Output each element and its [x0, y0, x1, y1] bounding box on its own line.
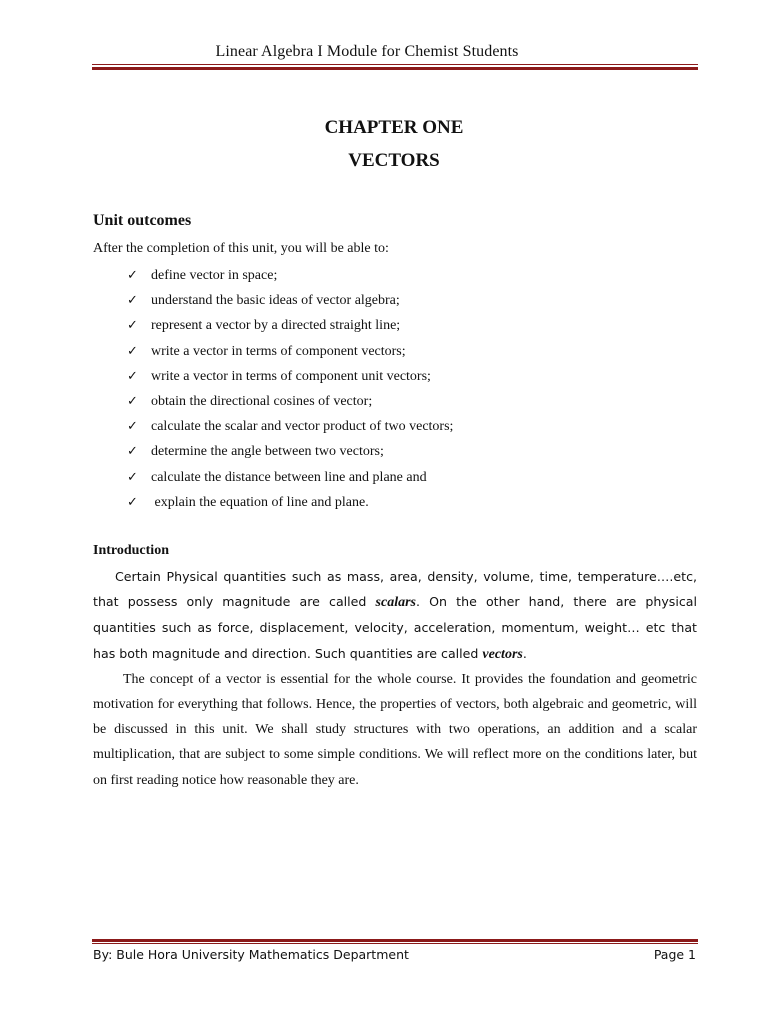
footer-department: By: Bule Hora University Mathematics Department [93, 947, 409, 962]
chapter-subtitle-text: VECTORS [348, 150, 440, 171]
checkmark-icon: ✓ [127, 393, 138, 409]
running-header-text: Linear Algebra I Module for Chemist Students [215, 43, 519, 60]
chapter-title-text: CHAPTER ONE [324, 117, 464, 138]
list-item [127, 288, 453, 313]
term-vectors: vectors [482, 646, 523, 662]
intro-p1-part-a: Certain Physical quantities such as mass, area, density, volume, time, temperature….etc, that possess only magnitude are called [93, 569, 697, 610]
intro-p1-part-b: . On the other hand, there are physical quantities such as force, displacement, velocity, acceleration, momentum, weight… etc that has both magnitude and direction. Such quantities are called [93, 594, 697, 661]
list-item-text: explain the equation of line and plane. [151, 494, 369, 510]
introduction-paragraph-2: The concept of a vector is essential for the whole course. It provides the foundation and geometric motivation for everything that follows. Hence, the properties of vectors, both algebraic and geometric, will be discussed in this unit. We shall study structures with two operations, an addition and a scalar multiplication, that are subject to some simple conditions. We will reflect more on the conditions later, but on first reading notice how reasonable they are. [93, 671, 697, 788]
list-item-text: define vector in space; [151, 268, 278, 283]
list-item-text: determine the angle between two vectors; [151, 444, 384, 460]
outcomes-list [127, 263, 453, 515]
term-scalars: scalars [375, 595, 416, 611]
header-rule-thin [92, 64, 698, 65]
list-item-text: calculate the distance between line and plane and [151, 469, 427, 485]
footer-rule-thin [92, 943, 698, 944]
running-header [0, 43, 768, 61]
footer-rule-thick [92, 939, 698, 942]
list-item [127, 490, 453, 515]
checkmark-icon: ✓ [127, 343, 138, 359]
list-item-text: write a vector in terms of component unit vectors; [151, 368, 431, 384]
list-item [127, 263, 453, 288]
list-item-text: represent a vector by a directed straight line; [151, 318, 401, 334]
checkmark-icon: ✓ [127, 293, 138, 309]
list-item [127, 389, 453, 414]
list-item [127, 313, 453, 338]
introduction-paragraph-1 [93, 564, 697, 667]
list-item [127, 439, 453, 464]
chapter-title [0, 117, 768, 139]
checkmark-icon: ✓ [127, 444, 138, 460]
page-number: Page 1 [653, 947, 696, 962]
intro-p1-part-c: . [522, 645, 527, 661]
list-item-text: calculate the scalar and vector product of two vectors; [151, 419, 454, 435]
checkmark-icon: ✓ [127, 268, 138, 283]
list-item-text: write a vector in terms of component vectors; [151, 343, 406, 359]
unit-outcomes-heading: Unit outcomes [93, 212, 192, 229]
list-item-text: obtain the directional cosines of vector; [151, 393, 373, 409]
checkmark-icon: ✓ [127, 419, 138, 435]
checkmark-icon: ✓ [127, 368, 138, 384]
list-item [127, 364, 453, 389]
list-item [127, 339, 453, 364]
checkmark-icon: ✓ [127, 318, 138, 334]
chapter-subtitle [0, 150, 768, 172]
list-item [127, 414, 453, 439]
list-item [127, 465, 453, 490]
introduction-body [93, 564, 697, 793]
header-rule-thick [92, 67, 698, 70]
unit-outcomes-intro: After the completion of this unit, you will be able to: [93, 241, 389, 256]
checkmark-icon: ✓ [127, 469, 138, 485]
list-item-text: understand the basic ideas of vector algebra; [151, 293, 400, 309]
checkmark-icon: ✓ [127, 494, 138, 510]
introduction-heading: Introduction [93, 543, 169, 558]
